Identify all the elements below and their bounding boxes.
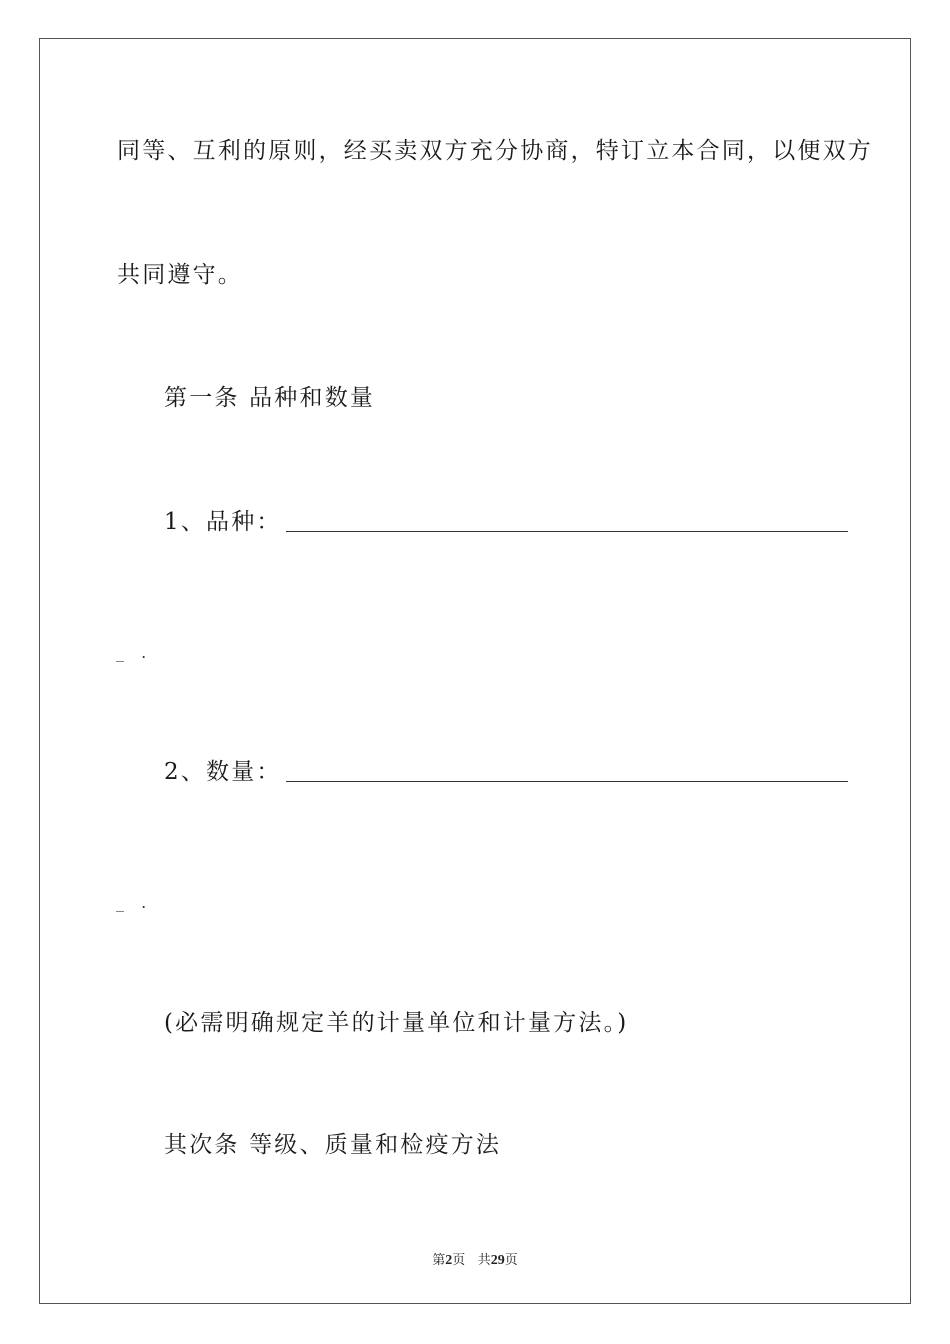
measurement-note: (必需明确规定羊的计量单位和计量方法。)	[164, 1010, 629, 1036]
variety-field-row	[164, 511, 848, 534]
quantity-fill-continuation: _ .	[116, 893, 153, 912]
article-2-heading: 其次条 等级、质量和检疫方法	[164, 1132, 502, 1158]
page-prefix: 第	[432, 1253, 446, 1268]
article-1-heading: 第一条 品种和数量	[164, 385, 376, 411]
paragraph-line-2: 共同遵守。	[117, 262, 243, 288]
quantity-field-row	[164, 761, 848, 784]
variety-fill-continuation: _ .	[116, 643, 153, 662]
page-footer	[0, 1249, 950, 1269]
quantity-fill-line[interactable]	[286, 780, 848, 782]
total-suffix: 页	[504, 1253, 518, 1268]
quantity-field-label: 2、数量：	[164, 759, 282, 785]
variety-field-label: 1、品种：	[164, 509, 282, 535]
current-page-number: 2	[445, 1253, 453, 1268]
page-border	[39, 38, 911, 1304]
page-suffix: 页	[452, 1253, 466, 1268]
paragraph-line-1: 同等、互利的原则，经买卖双方充分协商，特订立本合同，以便双方	[117, 138, 873, 164]
variety-fill-line[interactable]	[286, 530, 848, 532]
total-page-count: 29	[490, 1253, 505, 1268]
total-prefix: 共	[477, 1253, 491, 1268]
